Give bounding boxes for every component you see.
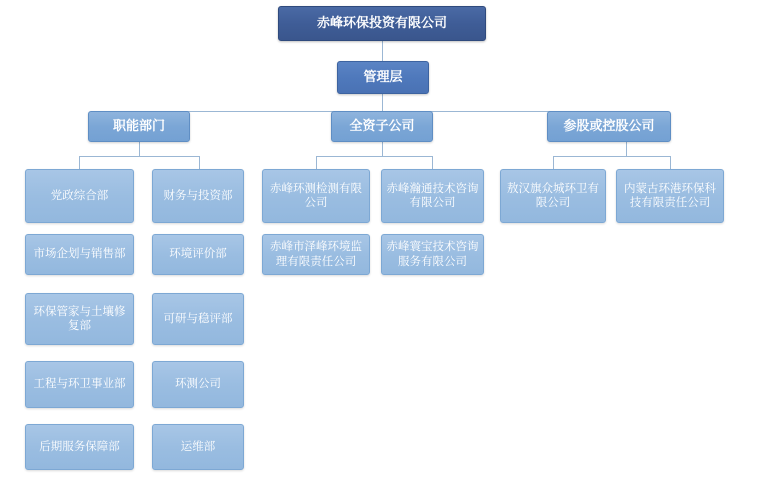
node-group-label: 职能部门 [112,118,165,134]
node-management[interactable] [337,61,429,94]
node-leaf-label: 运维部 [180,440,216,453]
connector-group-2-col-1 [316,156,317,169]
connector-root-to-management [382,41,383,61]
node-leaf[interactable] [25,424,134,470]
node-leaf[interactable] [25,234,134,275]
node-root-label: 赤峰环保投资有限公司 [316,15,447,31]
connector-group-2-col-2 [432,156,433,169]
connector-group-1-down [139,142,140,156]
connector-group-1-col-2 [199,156,200,169]
node-leaf-label: 赤峰环测检测有限公司 [270,182,362,209]
node-leaf[interactable] [262,169,370,223]
node-leaf-label: 赤峰瀚通技术咨询有限公司 [386,182,479,209]
node-leaf-label: 内蒙古环港环保科技有限责任公司 [624,182,716,209]
node-leaf[interactable] [152,293,244,345]
connector-management-down [382,94,383,111]
node-leaf[interactable] [25,169,134,223]
connector-group-1-col-1 [79,156,80,169]
connector-group-3-down [626,142,627,156]
node-leaf-label: 环保管家与土壤修复部 [33,305,126,332]
node-leaf[interactable] [616,169,724,223]
connector-group-1-bus [79,156,199,157]
node-leaf-label: 财务与投资部 [163,189,233,202]
node-leaf-label: 环测公司 [175,378,221,391]
connector-group-3-col-1 [553,156,554,169]
connector-group-2-down [382,142,383,156]
node-group-wholly-owned-subsidiaries[interactable] [331,111,433,142]
node-management-label: 管理层 [363,69,403,85]
node-leaf[interactable] [25,361,134,408]
node-leaf-label: 敖汉旗众城环卫有限公司 [507,182,599,209]
node-leaf[interactable] [152,169,244,223]
node-leaf[interactable] [152,424,244,470]
node-group-label: 全资子公司 [349,118,415,134]
node-leaf-label: 赤峰市泽峰环境监理有限责任公司 [270,241,362,268]
node-leaf-label: 后期服务保障部 [39,440,120,453]
node-leaf[interactable] [500,169,606,223]
node-leaf-label: 工程与环卫事业部 [33,378,126,391]
node-leaf[interactable] [152,361,244,408]
node-leaf[interactable] [381,169,484,223]
node-group-functional-departments[interactable] [88,111,190,142]
node-leaf-label: 党政综合部 [50,189,109,202]
node-leaf[interactable] [152,234,244,275]
node-group-affiliated-or-holding-companies[interactable] [547,111,671,142]
connector-group-3-col-2 [670,156,671,169]
node-leaf[interactable] [381,234,484,275]
connector-group-2-bus [316,156,432,157]
node-leaf[interactable] [25,293,134,345]
node-leaf-label: 可研与稳评部 [163,312,233,325]
node-root[interactable] [278,6,486,41]
connector-group-3-bus [553,156,670,157]
node-group-label: 参股或控股公司 [563,118,655,134]
node-leaf-label: 市场企划与销售部 [33,248,126,261]
node-leaf-label: 赤峰寰宝技术咨询服务有限公司 [386,241,479,268]
node-leaf[interactable] [262,234,370,275]
node-leaf-label: 环境评价部 [169,248,227,261]
